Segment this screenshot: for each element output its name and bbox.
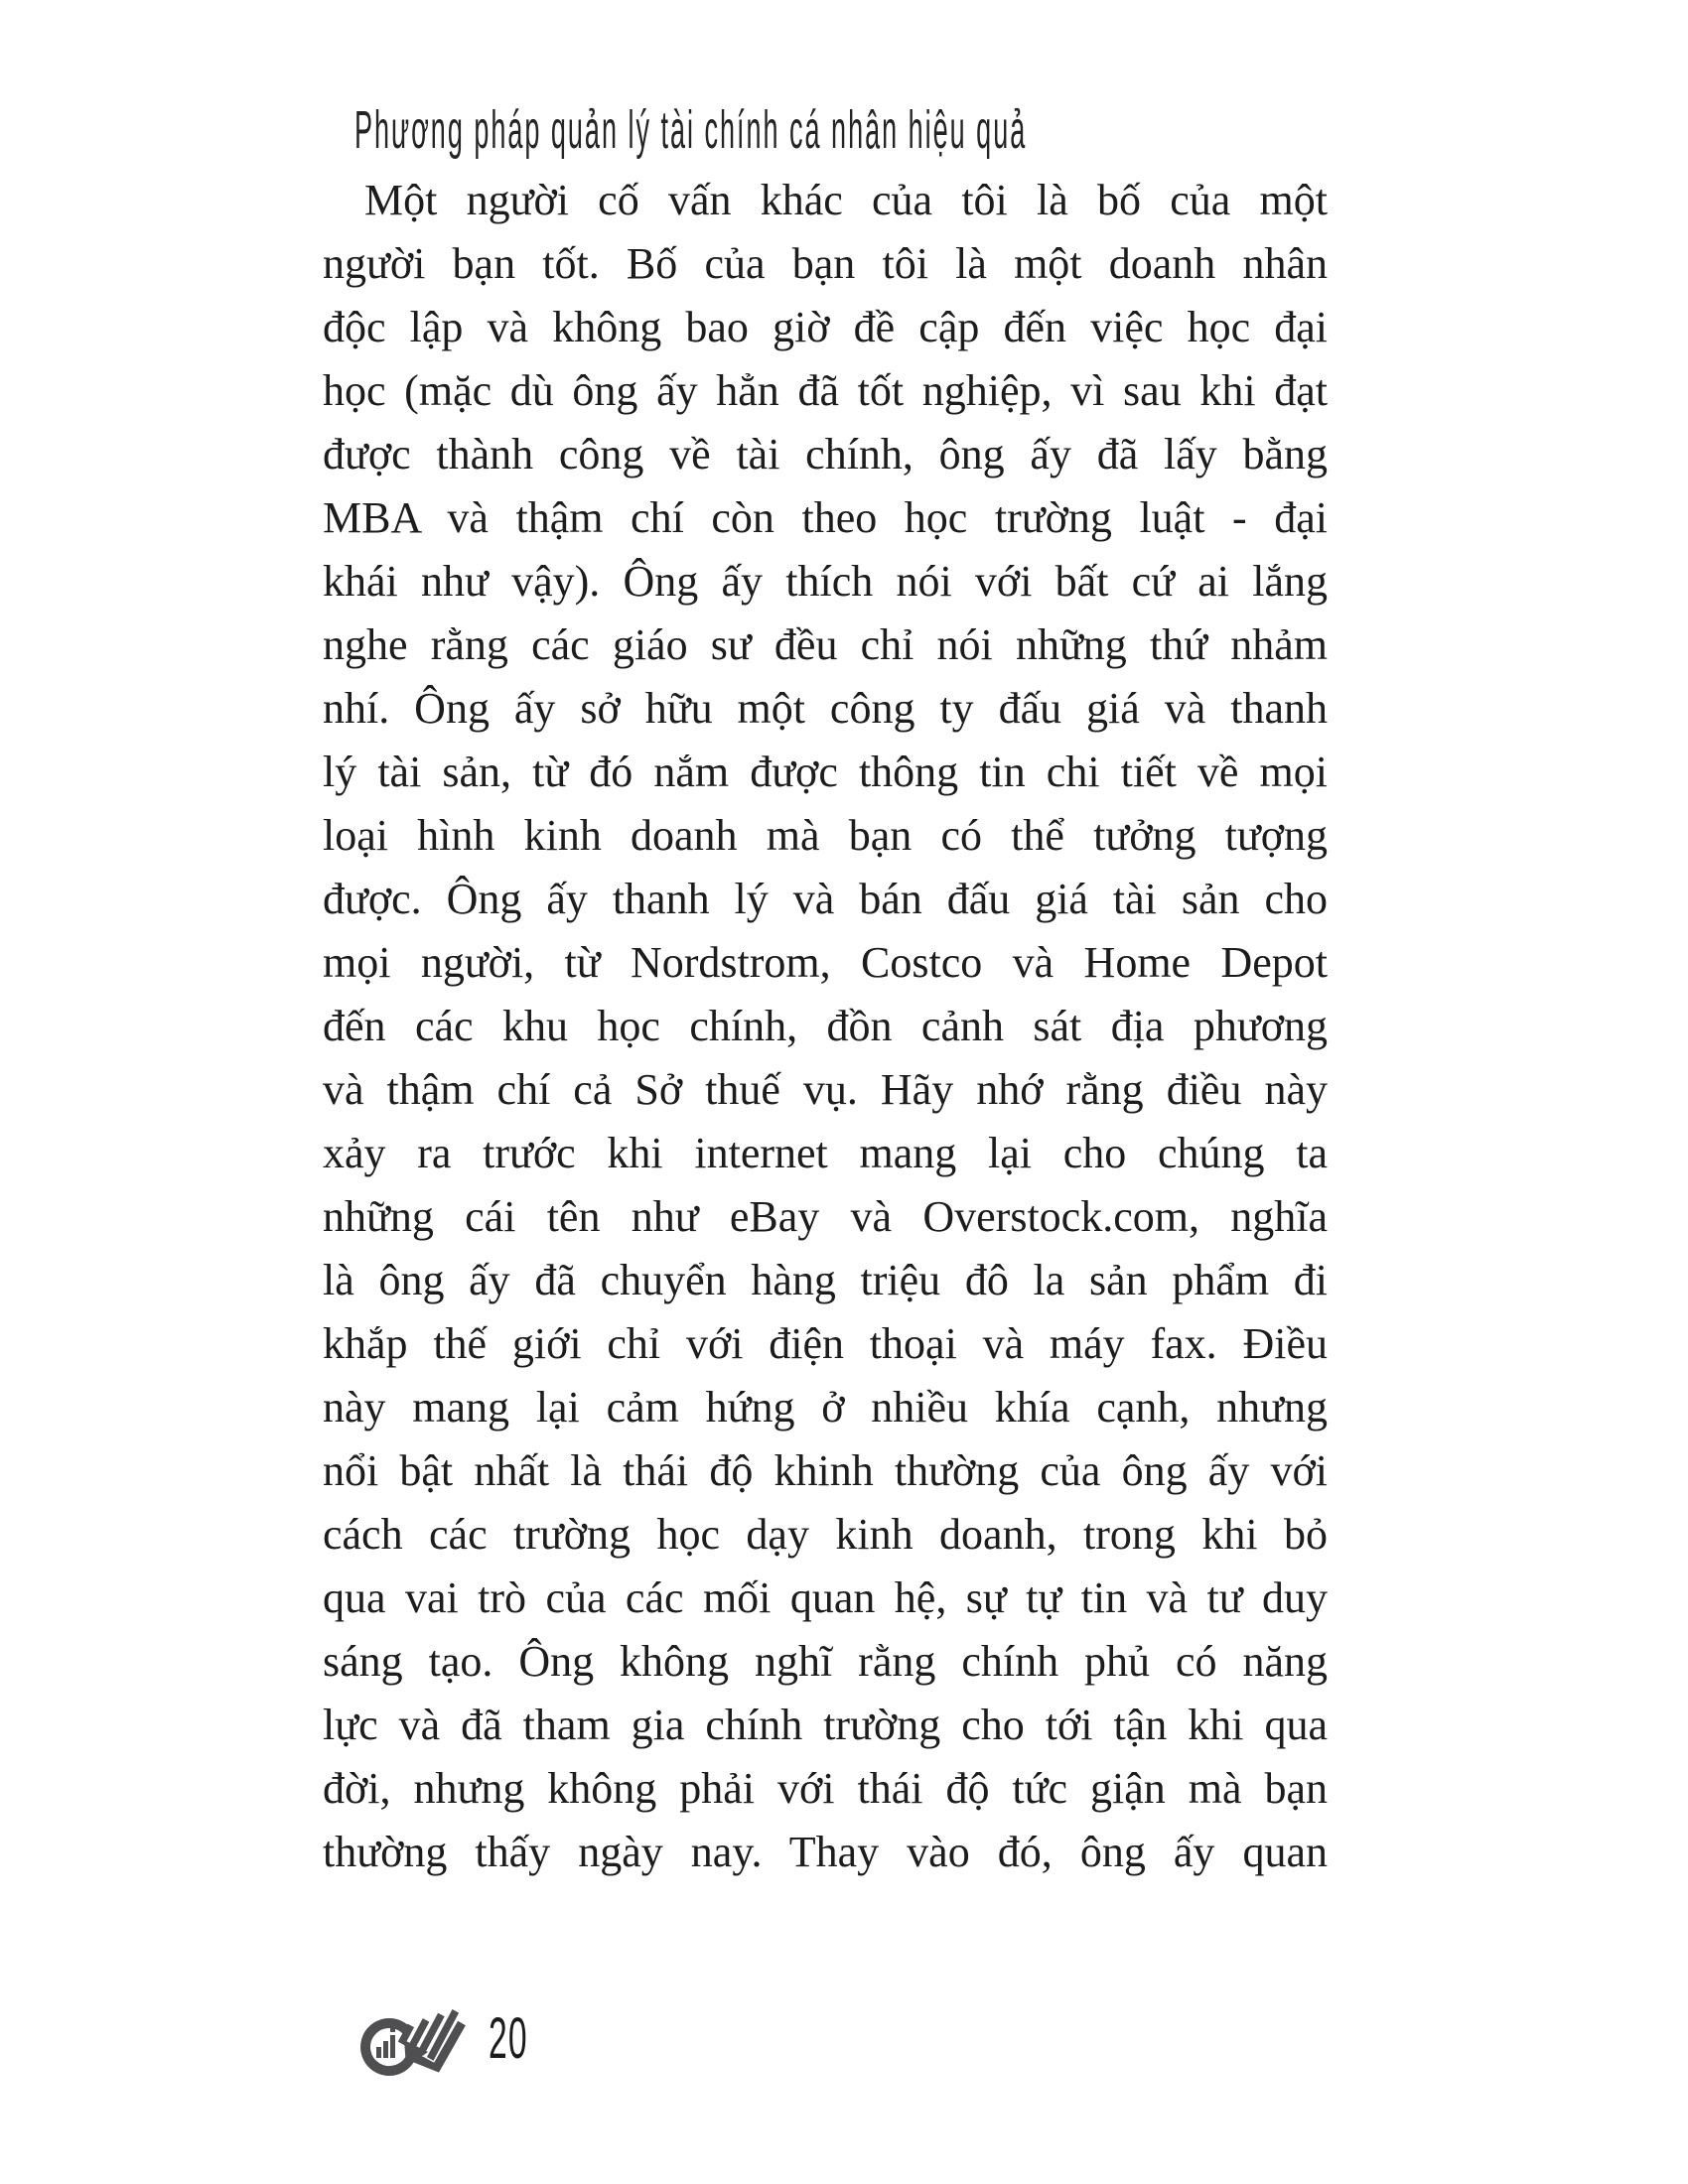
body-line: này mang lại cảm hứng ở nhiều khía cạnh, nhưng [323, 1383, 1328, 1432]
body-line: lực và đã tham gia chính trường cho tới tận khi qua [323, 1701, 1328, 1749]
growth-chart-circular-arrow-buildings-icon [350, 1985, 473, 2085]
body-line: nhí. Ông ấy sở hữu một công ty đấu giá và thanh [323, 684, 1328, 733]
body-line: MBA và thậm chí còn theo học trường luật - đại [323, 493, 1328, 542]
body-line: đời, nhưng không phải với thái độ tức giận mà bạn [323, 1764, 1328, 1813]
body-line: xảy ra trước khi internet mang lại cho chúng ta [323, 1129, 1328, 1177]
body-line: nghe rằng các giáo sư đều chỉ nói những thứ nhảm [323, 620, 1328, 669]
body-line: khái như vậy). Ông ấy thích nói với bất cứ ai lắng [323, 557, 1328, 606]
body-line: được. Ông ấy thanh lý và bán đấu giá tài sản cho [323, 875, 1328, 923]
body-line: loại hình kinh doanh mà bạn có thể tưởng tượng [323, 811, 1328, 860]
body-line: và thậm chí cả Sở thuế vụ. Hãy nhớ rằng điều này [323, 1065, 1328, 1114]
body-line: qua vai trò của các mối quan hệ, sự tự tin và tư duy [323, 1573, 1328, 1622]
body-line: khắp thế giới chỉ với điện thoại và máy fax. Điều [323, 1319, 1328, 1368]
body-line: là ông ấy đã chuyển hàng triệu đô la sản phẩm đi [323, 1256, 1328, 1304]
body-line: đến các khu học chính, đồn cảnh sát địa phương [323, 1002, 1328, 1050]
body-line: mọi người, từ Nordstrom, Costco và Home Depot [323, 938, 1328, 987]
running-header: Phương pháp quản lý tài chính cá nhân hiệu quả [354, 100, 1028, 160]
body-line: sáng tạo. Ông không nghĩ rằng chính phủ có năng [323, 1637, 1328, 1686]
body-line: Một người cố vấn khác của tôi là bố của một [364, 176, 1328, 224]
body-line: người bạn tốt. Bố của bạn tôi là một doanh nhân [323, 239, 1328, 288]
body-line: được thành công về tài chính, ông ấy đã lấy bằng [323, 430, 1328, 478]
body-line: cách các trường học dạy kinh doanh, trong khi bỏ [323, 1510, 1328, 1559]
body-line: lý tài sản, từ đó nắm được thông tin chi tiết về mọi [323, 748, 1328, 796]
body-line: thường thấy ngày nay. Thay vào đó, ông ấy quan [323, 1828, 1328, 1876]
body-line: độc lập và không bao giờ đề cập đến việc học đại [323, 303, 1328, 351]
body-line: nổi bật nhất là thái độ khinh thường của ông ấy với [323, 1446, 1328, 1495]
body-text [323, 169, 1328, 1884]
page-number: 20 [489, 2006, 528, 2071]
body-line: học (mặc dù ông ấy hẳn đã tốt nghiệp, vì sau khi đạt [323, 366, 1328, 415]
body-line: những cái tên như eBay và Overstock.com, nghĩa [323, 1192, 1328, 1241]
